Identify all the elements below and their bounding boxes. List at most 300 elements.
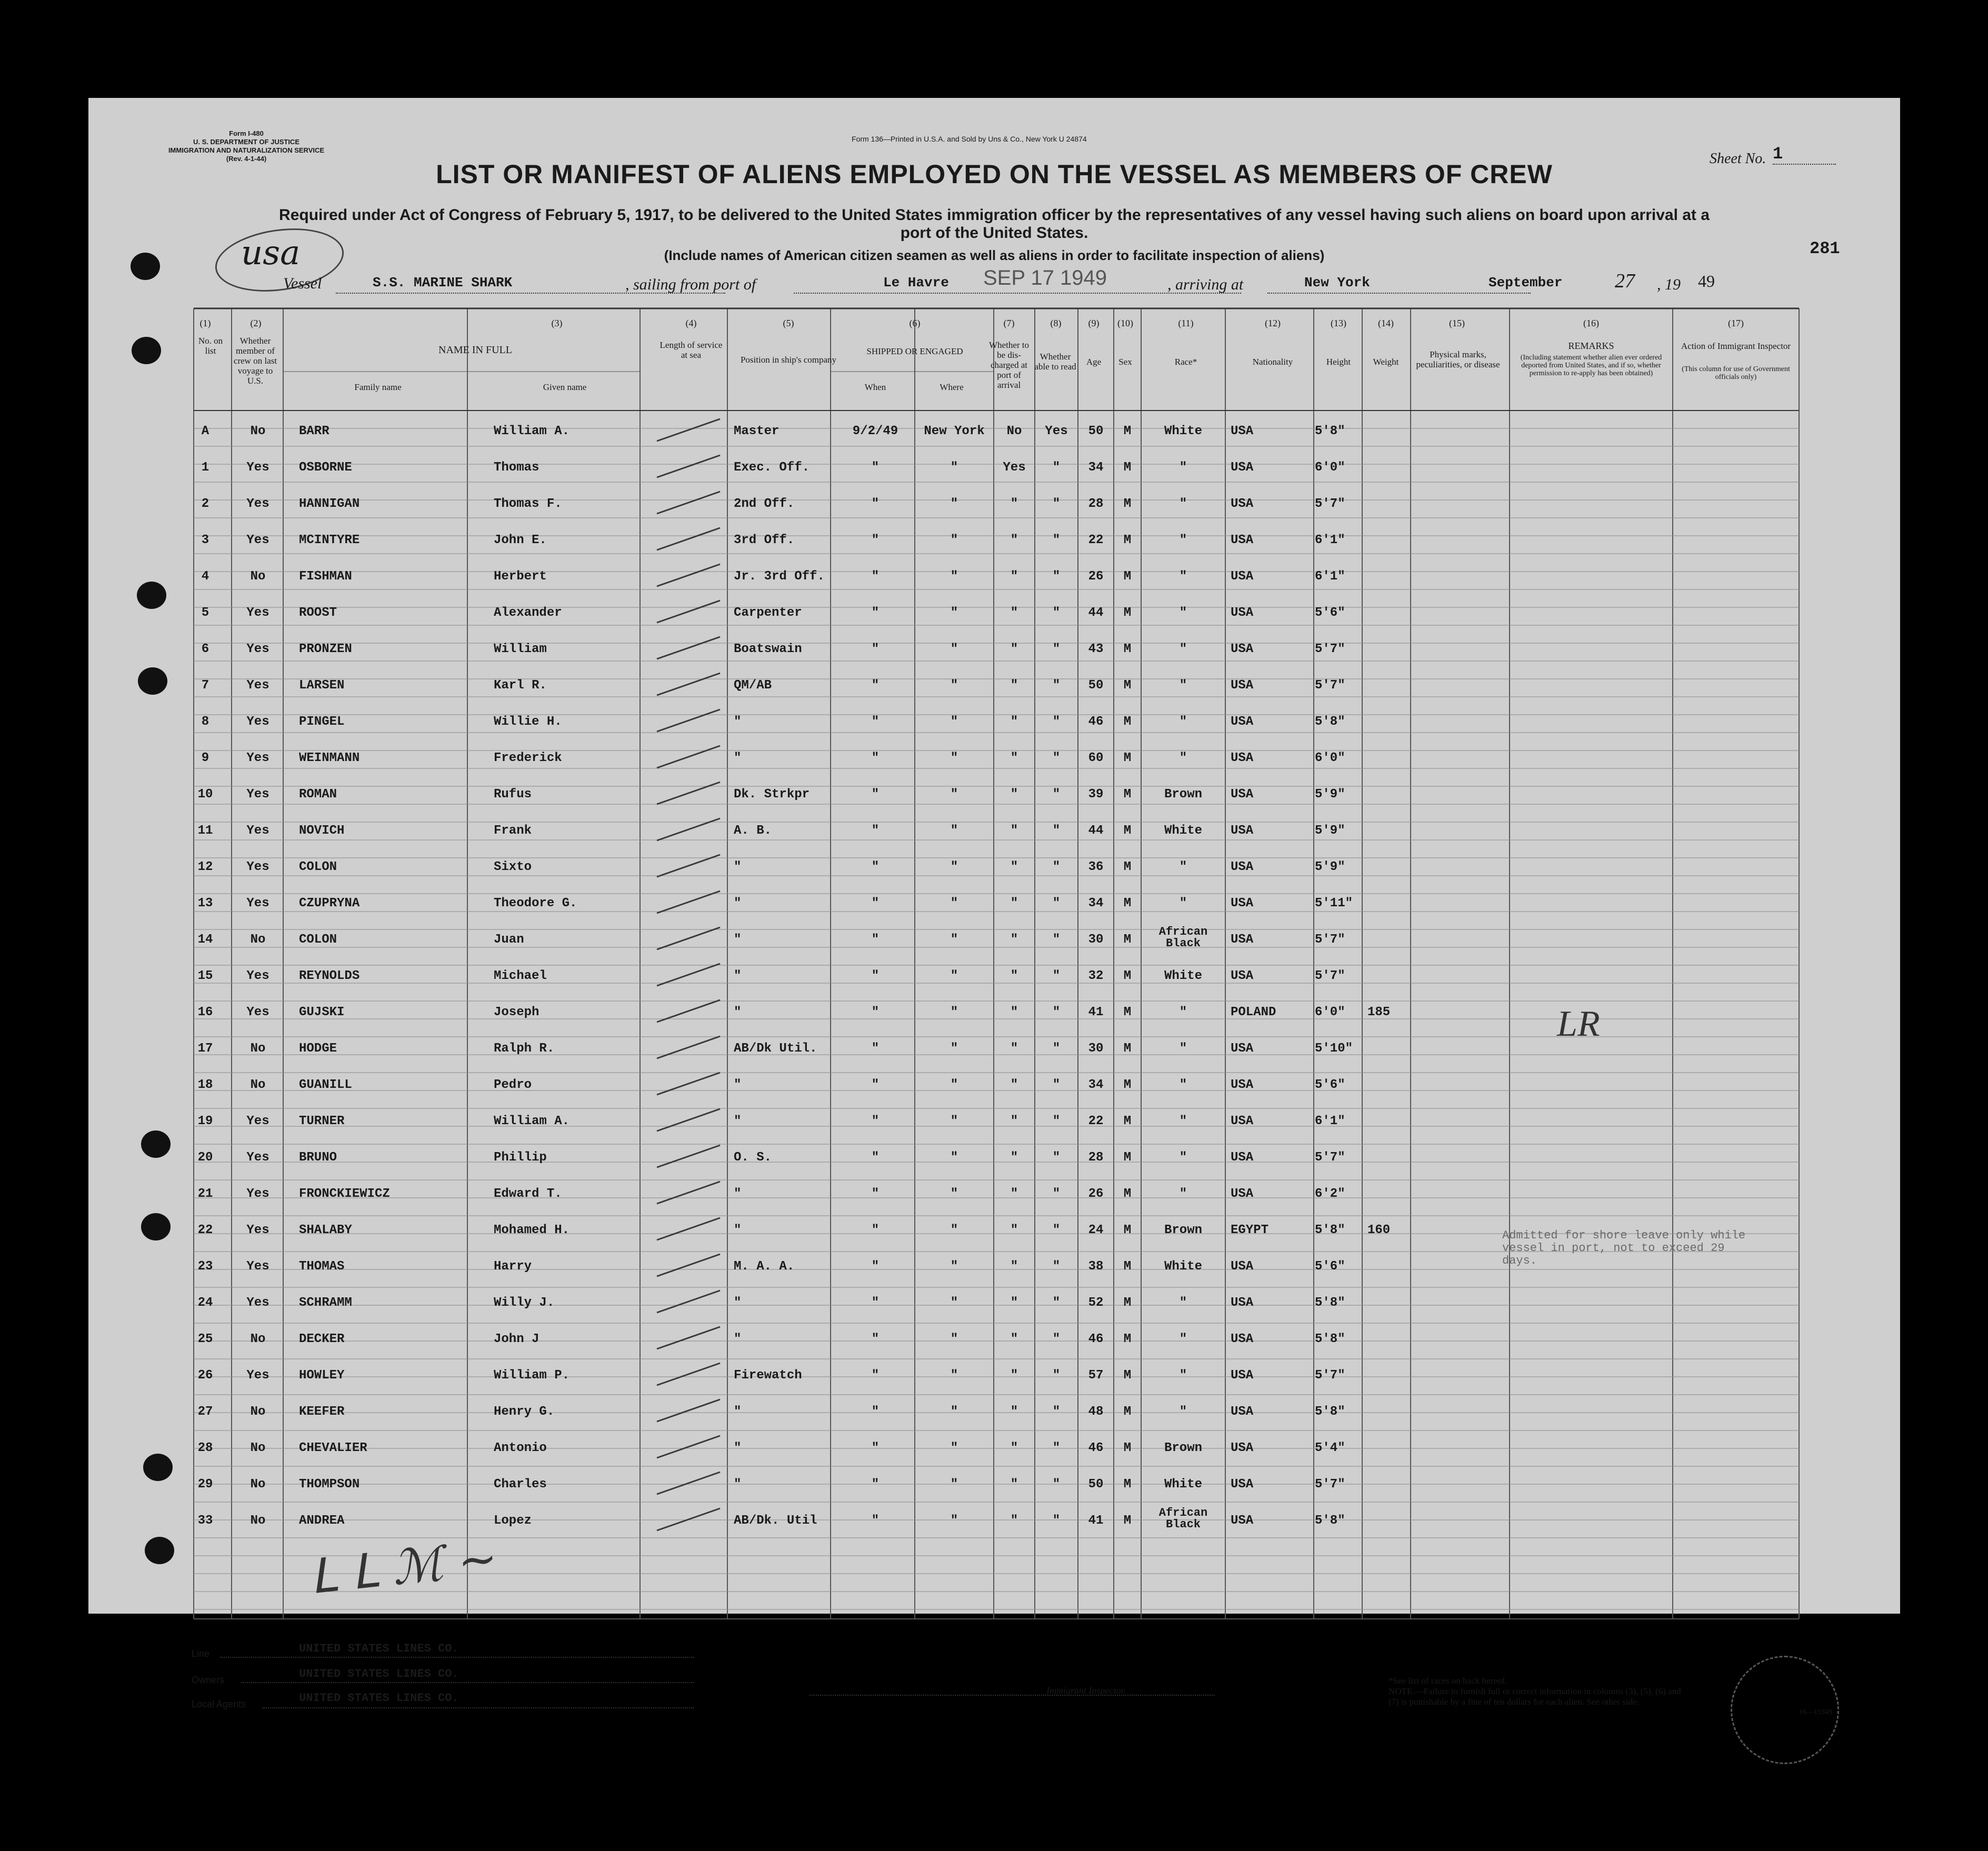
manifest-sheet (88, 98, 1900, 1716)
cell-family-name: THOMAS (299, 1259, 345, 1274)
cell-when: " (871, 1441, 880, 1455)
column-number: (4) (685, 318, 697, 328)
column-number: (5) (783, 318, 794, 328)
cell-sex: M (1123, 751, 1132, 765)
cell-no: 23 (197, 1259, 213, 1274)
cell-sex: M (1123, 1477, 1132, 1492)
cell-read: " (1052, 715, 1061, 729)
binder-hole (143, 1454, 173, 1481)
cell-when: " (871, 461, 880, 475)
cell-given-name: William A. (494, 1114, 570, 1128)
header-when: When (864, 382, 886, 392)
cell-height: 5'7" (1315, 1477, 1345, 1492)
cell-position: 2nd Off. (734, 497, 795, 511)
cell-discharged: " (1010, 1042, 1018, 1056)
cell-member: Yes (246, 1150, 269, 1165)
service-length-stroke (657, 891, 720, 913)
cell-race: " (1179, 1005, 1187, 1019)
cell-given-name: Thomas F. (494, 497, 562, 511)
cell-no: A (201, 424, 209, 438)
cell-given-name: Mohamed H. (494, 1223, 570, 1237)
header-height: Height (1326, 357, 1351, 367)
cell-position: " (734, 715, 742, 729)
column-number: (3) (551, 318, 563, 328)
cell-position: " (734, 1332, 742, 1346)
column-number: (6) (909, 318, 921, 328)
cell-race: " (1179, 1405, 1187, 1419)
arrival-port: New York (1304, 275, 1370, 291)
cell-age: 41 (1088, 1514, 1104, 1528)
cell-nationality: USA (1231, 1150, 1254, 1165)
cell-position: " (734, 860, 742, 874)
cell-discharged: " (1010, 533, 1018, 547)
sheet-number: 1 (1773, 144, 1836, 165)
cell-family-name: LARSEN (299, 678, 345, 693)
service-length-stroke (657, 1109, 720, 1131)
cell-read: " (1052, 1187, 1061, 1201)
dept-line: U. S. DEPARTMENT OF JUSTICE (193, 138, 299, 146)
cell-height: 5'8" (1315, 1514, 1345, 1528)
cell-when: " (871, 1078, 880, 1092)
cell-position: QM/AB (734, 678, 772, 693)
cell-age: 57 (1088, 1368, 1104, 1383)
cell-race: " (1179, 569, 1187, 584)
cell-family-name: ANDREA (299, 1514, 345, 1528)
cell-nationality: USA (1231, 933, 1254, 947)
cell-discharged: " (1010, 1514, 1018, 1528)
cell-member: Yes (246, 824, 269, 838)
cell-sex: M (1123, 1150, 1132, 1165)
cell-race: " (1179, 1114, 1187, 1128)
cell-nationality: USA (1231, 1332, 1254, 1346)
cell-read: " (1052, 1514, 1061, 1528)
header-name-in-full: NAME IN FULL (438, 344, 512, 356)
vessel-name: S.S. MARINE SHARK (373, 275, 513, 291)
cell-height: 5'11" (1315, 896, 1353, 911)
cell-age: 30 (1088, 1042, 1104, 1056)
cell-when: " (871, 1477, 880, 1492)
cell-age: 22 (1088, 1114, 1104, 1128)
cell-family-name: PRONZEN (299, 642, 352, 656)
column-number: (17) (1728, 318, 1744, 328)
cell-where: " (950, 1187, 958, 1201)
cell-no: 27 (197, 1405, 213, 1419)
cell-read: " (1052, 751, 1061, 765)
cell-read: " (1052, 1259, 1061, 1274)
cell-family-name: BRUNO (299, 1150, 337, 1165)
column-number: (15) (1449, 318, 1465, 328)
cell-sex: M (1123, 678, 1132, 693)
cell-where: " (950, 787, 958, 802)
cell-position: Carpenter (734, 606, 802, 620)
cell-when: " (871, 1114, 880, 1128)
cell-member: Yes (246, 896, 269, 911)
header-weight: Weight (1373, 357, 1399, 367)
header-discharged: Whether to be dis-charged at port of arrival (989, 340, 1029, 390)
cell-when: " (871, 569, 880, 584)
cell-age: 44 (1088, 824, 1104, 838)
cell-no: 25 (197, 1332, 213, 1346)
cell-position: " (734, 1114, 742, 1128)
cell-nationality: USA (1231, 569, 1254, 584)
cell-where: " (950, 1332, 958, 1346)
cell-read: " (1052, 933, 1061, 947)
inspector-label: Immigrant Inspector. (1046, 1685, 1126, 1696)
cell-when: " (871, 497, 880, 511)
cell-discharged: " (1010, 1405, 1018, 1419)
cell-age: 30 (1088, 933, 1104, 947)
cell-age: 28 (1088, 1150, 1104, 1165)
cell-sex: M (1123, 1514, 1132, 1528)
service-length-stroke (657, 1254, 720, 1276)
cell-read: " (1052, 569, 1061, 584)
cell-when: " (871, 751, 880, 765)
header-action-inspector: Action of Immigrant Inspector (1681, 341, 1791, 351)
service-length-stroke (657, 927, 720, 949)
header-length-service: Length of service at sea (660, 340, 723, 360)
cell-age: 46 (1088, 1441, 1104, 1455)
header-no-on-list: No. on list (198, 336, 223, 356)
cell-family-name: SHALABY (299, 1223, 352, 1237)
service-length-stroke (657, 1036, 720, 1058)
cell-age: 38 (1088, 1259, 1104, 1274)
cell-sex: M (1123, 533, 1132, 547)
cell-nationality: USA (1231, 824, 1254, 838)
cell-discharged: " (1010, 1441, 1018, 1455)
cell-given-name: Frederick (494, 751, 562, 765)
cell-race: " (1179, 896, 1187, 911)
cell-no: 26 (197, 1368, 213, 1383)
cell-race: Brown (1164, 1441, 1202, 1455)
cell-sex: M (1123, 1296, 1132, 1310)
cell-discharged: " (1010, 606, 1018, 620)
cell-no: 14 (197, 933, 213, 947)
cell-nationality: USA (1231, 533, 1254, 547)
cell-position: M. A. A. (734, 1259, 795, 1274)
cell-family-name: CZUPRYNA (299, 896, 360, 911)
cell-read: " (1052, 896, 1061, 911)
service-length-stroke (657, 673, 720, 695)
cell-given-name: Harry (494, 1259, 532, 1274)
cell-nationality: USA (1231, 1296, 1254, 1310)
cell-race: " (1179, 606, 1187, 620)
cell-position: " (734, 1441, 742, 1455)
service-length-stroke (657, 1472, 720, 1494)
cell-when: " (871, 860, 880, 874)
dept-line: Form I-480 (229, 129, 264, 137)
cell-family-name: GUJSKI (299, 1005, 345, 1019)
cell-sex: M (1123, 642, 1132, 656)
service-length-stroke (657, 746, 720, 768)
cell-sex: M (1123, 824, 1132, 838)
cell-race: " (1179, 1187, 1187, 1201)
cell-height: 5'6" (1315, 1259, 1345, 1274)
cell-read: " (1052, 1223, 1061, 1237)
cell-when: " (871, 824, 880, 838)
cell-no: 1 (201, 461, 209, 475)
service-length-stroke (657, 419, 720, 441)
cell-member: No (250, 1042, 266, 1056)
cell-member: Yes (246, 461, 269, 475)
cell-discharged: " (1010, 1477, 1018, 1492)
cell-nationality: USA (1231, 1114, 1254, 1128)
arrival-year-prefix: , 19 (1657, 276, 1681, 293)
cell-nationality: USA (1231, 461, 1254, 475)
cell-no: 33 (197, 1514, 213, 1528)
cell-member: Yes (246, 497, 269, 511)
footer-agents-label: Local Agents (192, 1699, 246, 1709)
stamp-number: 281 (1810, 239, 1840, 258)
cell-discharged: Yes (1003, 461, 1026, 475)
header-remarks: REMARKS (1568, 341, 1614, 351)
cell-position: Master (734, 424, 780, 438)
cell-no: 3 (201, 533, 209, 547)
cell-given-name: Theodore G. (494, 896, 577, 911)
cell-member: No (250, 1332, 266, 1346)
cell-read: Yes (1045, 424, 1068, 438)
cell-where: New York (924, 424, 985, 438)
service-length-stroke (657, 455, 720, 477)
cell-when: " (871, 1332, 880, 1346)
cell-where: " (950, 1150, 958, 1165)
cell-race: African Black (1158, 1506, 1208, 1531)
header-nationality: Nationality (1252, 357, 1293, 367)
cell-no: 16 (197, 1005, 213, 1019)
sailing-port: Le Havre (883, 275, 949, 291)
cell-nationality: USA (1231, 424, 1254, 438)
cell-member: No (250, 933, 266, 947)
cell-read: " (1052, 1150, 1061, 1165)
cell-age: 50 (1088, 678, 1104, 693)
cell-position: AB/Dk Util. (734, 1042, 817, 1056)
cell-where: " (950, 1296, 958, 1310)
cell-family-name: ROOST (299, 606, 337, 620)
footer-line-label: Line (192, 1648, 210, 1659)
cell-where: " (950, 1223, 958, 1237)
service-length-stroke (657, 782, 720, 804)
cell-nationality: USA (1231, 969, 1254, 983)
binder-hole (138, 667, 167, 695)
cell-read: " (1052, 1368, 1061, 1383)
cell-where: " (950, 1005, 958, 1019)
cell-age: 60 (1088, 751, 1104, 765)
cell-given-name: Antonio (494, 1441, 547, 1455)
cell-member: Yes (246, 1259, 269, 1274)
cell-no: 10 (197, 787, 213, 802)
cell-given-name: Joseph (494, 1005, 540, 1019)
dept-line: (Rev. 4-1-44) (226, 155, 267, 163)
cell-no: 12 (197, 860, 213, 874)
cell-given-name: Karl R. (494, 678, 547, 693)
service-length-stroke (657, 1327, 720, 1349)
service-length-stroke (657, 492, 720, 514)
cell-read: " (1052, 1296, 1061, 1310)
cell-when: " (871, 969, 880, 983)
cell-member: No (250, 1441, 266, 1455)
cell-no: 11 (197, 824, 213, 838)
cell-family-name: WEINMANN (299, 751, 360, 765)
cell-nationality: USA (1231, 1259, 1254, 1274)
inspector-signature-line (810, 1695, 1215, 1696)
cell-height: 5'8" (1315, 1296, 1345, 1310)
cell-member: Yes (246, 787, 269, 802)
cell-sex: M (1123, 1368, 1132, 1383)
column-number: (13) (1331, 318, 1346, 328)
cell-where: " (950, 715, 958, 729)
service-length-stroke (657, 1145, 720, 1167)
cell-no: 24 (197, 1296, 213, 1310)
cell-when: " (871, 933, 880, 947)
cell-given-name: Thomas (494, 461, 540, 475)
cell-age: 34 (1088, 461, 1104, 475)
cell-race: " (1179, 1296, 1187, 1310)
column-number: (9) (1088, 318, 1100, 328)
cell-position: " (734, 1223, 742, 1237)
cell-race: " (1179, 642, 1187, 656)
service-length-stroke (657, 1218, 720, 1240)
cell-where: " (950, 606, 958, 620)
header-family-name: Family name (354, 382, 402, 392)
cell-age: 26 (1088, 569, 1104, 584)
column-number: (16) (1583, 318, 1599, 328)
cell-age: 46 (1088, 1332, 1104, 1346)
footer-owners-underline (241, 1682, 694, 1683)
cell-where: " (950, 896, 958, 911)
dept-line: IMMIGRATION AND NATURALIZATION SERVICE (168, 146, 325, 154)
sheet-label: Sheet No. (1710, 151, 1766, 167)
cell-when: " (871, 715, 880, 729)
cell-family-name: NOVICH (299, 824, 345, 838)
cell-given-name: Phillip (494, 1150, 547, 1165)
cell-family-name: PINGEL (299, 715, 345, 729)
cell-read: " (1052, 533, 1061, 547)
cell-no: 2 (201, 497, 209, 511)
cell-nationality: USA (1231, 1477, 1254, 1492)
cell-member: Yes (246, 1223, 269, 1237)
arrival-year: 49 (1698, 272, 1715, 291)
cell-where: " (950, 751, 958, 765)
cell-read: " (1052, 1042, 1061, 1056)
cell-where: " (950, 1259, 958, 1274)
cell-sex: M (1123, 606, 1132, 620)
footer-agents-value: UNITED STATES LINES CO. (299, 1692, 459, 1705)
cell-height: 5'6" (1315, 606, 1345, 620)
cell-given-name: Frank (494, 824, 532, 838)
cell-height: 5'7" (1315, 642, 1345, 656)
form-number: 16—19349 (1799, 1708, 1832, 1716)
cell-where: " (950, 933, 958, 947)
cell-no: 6 (201, 642, 209, 656)
cell-height: 5'6" (1315, 1078, 1345, 1092)
service-length-stroke (657, 601, 720, 623)
circular-stamp (1731, 1656, 1839, 1764)
cell-race: White (1164, 424, 1202, 438)
cell-given-name: Michael (494, 969, 547, 983)
cell-when: " (871, 1259, 880, 1274)
cell-nationality: USA (1231, 642, 1254, 656)
cell-where: " (950, 1477, 958, 1492)
cell-height: 6'2" (1315, 1187, 1345, 1201)
cell-race: " (1179, 751, 1187, 765)
cell-when: " (871, 678, 880, 693)
usa-handwritten-mark: usa (241, 234, 301, 273)
column-number: (12) (1265, 318, 1281, 328)
header-position: Position in ship's company (740, 355, 837, 365)
service-length-stroke (657, 1363, 720, 1385)
cell-position: " (734, 1005, 742, 1019)
cell-age: 52 (1088, 1296, 1104, 1310)
cell-family-name: FISHMAN (299, 569, 352, 584)
cell-member: Yes (246, 969, 269, 983)
cell-nationality: USA (1231, 1514, 1254, 1528)
cell-given-name: Edward T. (494, 1187, 562, 1201)
cell-no: 8 (201, 715, 209, 729)
cell-sex: M (1123, 1114, 1132, 1128)
cell-when: " (871, 896, 880, 911)
header-shipped-engaged: SHIPPED OR ENGAGED (866, 346, 963, 356)
cell-nationality: USA (1231, 1405, 1254, 1419)
cell-sex: M (1123, 787, 1132, 802)
cell-age: 34 (1088, 1078, 1104, 1092)
cell-nationality: USA (1231, 1441, 1254, 1455)
cell-given-name: William A. (494, 424, 570, 438)
cell-discharged: No (1006, 424, 1022, 438)
cell-sex: M (1123, 715, 1132, 729)
service-length-stroke (657, 564, 720, 586)
sailing-date-stamp: SEP 17 1949 (983, 266, 1107, 289)
cell-member: Yes (246, 642, 269, 656)
cell-where: " (950, 642, 958, 656)
cell-read: " (1052, 1078, 1061, 1092)
cell-when: " (871, 1042, 880, 1056)
footnote-races: *See list of races on back hereof. (1388, 1676, 1507, 1686)
cell-no: 15 (197, 969, 213, 983)
cell-read: " (1052, 824, 1061, 838)
cell-when: " (871, 1514, 880, 1528)
cell-age: 39 (1088, 787, 1104, 802)
cell-height: 5'7" (1315, 1368, 1345, 1383)
signature: ᒪ ᒪ ℳ ~ (307, 1530, 501, 1605)
cell-given-name: Juan (494, 933, 524, 947)
sailing-label: , sailing from port of (625, 276, 756, 293)
cell-discharged: " (1010, 1296, 1018, 1310)
cell-given-name: Willie H. (494, 715, 562, 729)
cell-discharged: " (1010, 497, 1018, 511)
footer-owners-value: UNITED STATES LINES CO. (299, 1667, 459, 1680)
cell-when: " (871, 1296, 880, 1310)
cell-position: 3rd Off. (734, 533, 795, 547)
requirement-line-2: port of the United States. (900, 224, 1088, 242)
cell-read: " (1052, 642, 1061, 656)
cell-discharged: " (1010, 1187, 1018, 1201)
cell-nationality: USA (1231, 751, 1254, 765)
cell-where: " (950, 497, 958, 511)
column-number: (8) (1050, 318, 1062, 328)
service-length-stroke (657, 709, 720, 732)
form-printer-note: Form 136—Printed in U.S.A. and Sold by Uns & Co., New York U 24874 (852, 135, 1087, 143)
cell-race: " (1179, 533, 1187, 547)
cell-sex: M (1123, 1405, 1132, 1419)
cell-where: " (950, 1114, 958, 1128)
cell-no: 21 (197, 1187, 213, 1201)
service-length-stroke (657, 1436, 720, 1458)
cell-height: 5'7" (1315, 497, 1345, 511)
cell-nationality: USA (1231, 1187, 1254, 1201)
cell-position: " (734, 1477, 742, 1492)
cell-height: 6'0" (1315, 751, 1345, 765)
cell-position: Boatswain (734, 642, 802, 656)
cell-sex: M (1123, 1187, 1132, 1201)
